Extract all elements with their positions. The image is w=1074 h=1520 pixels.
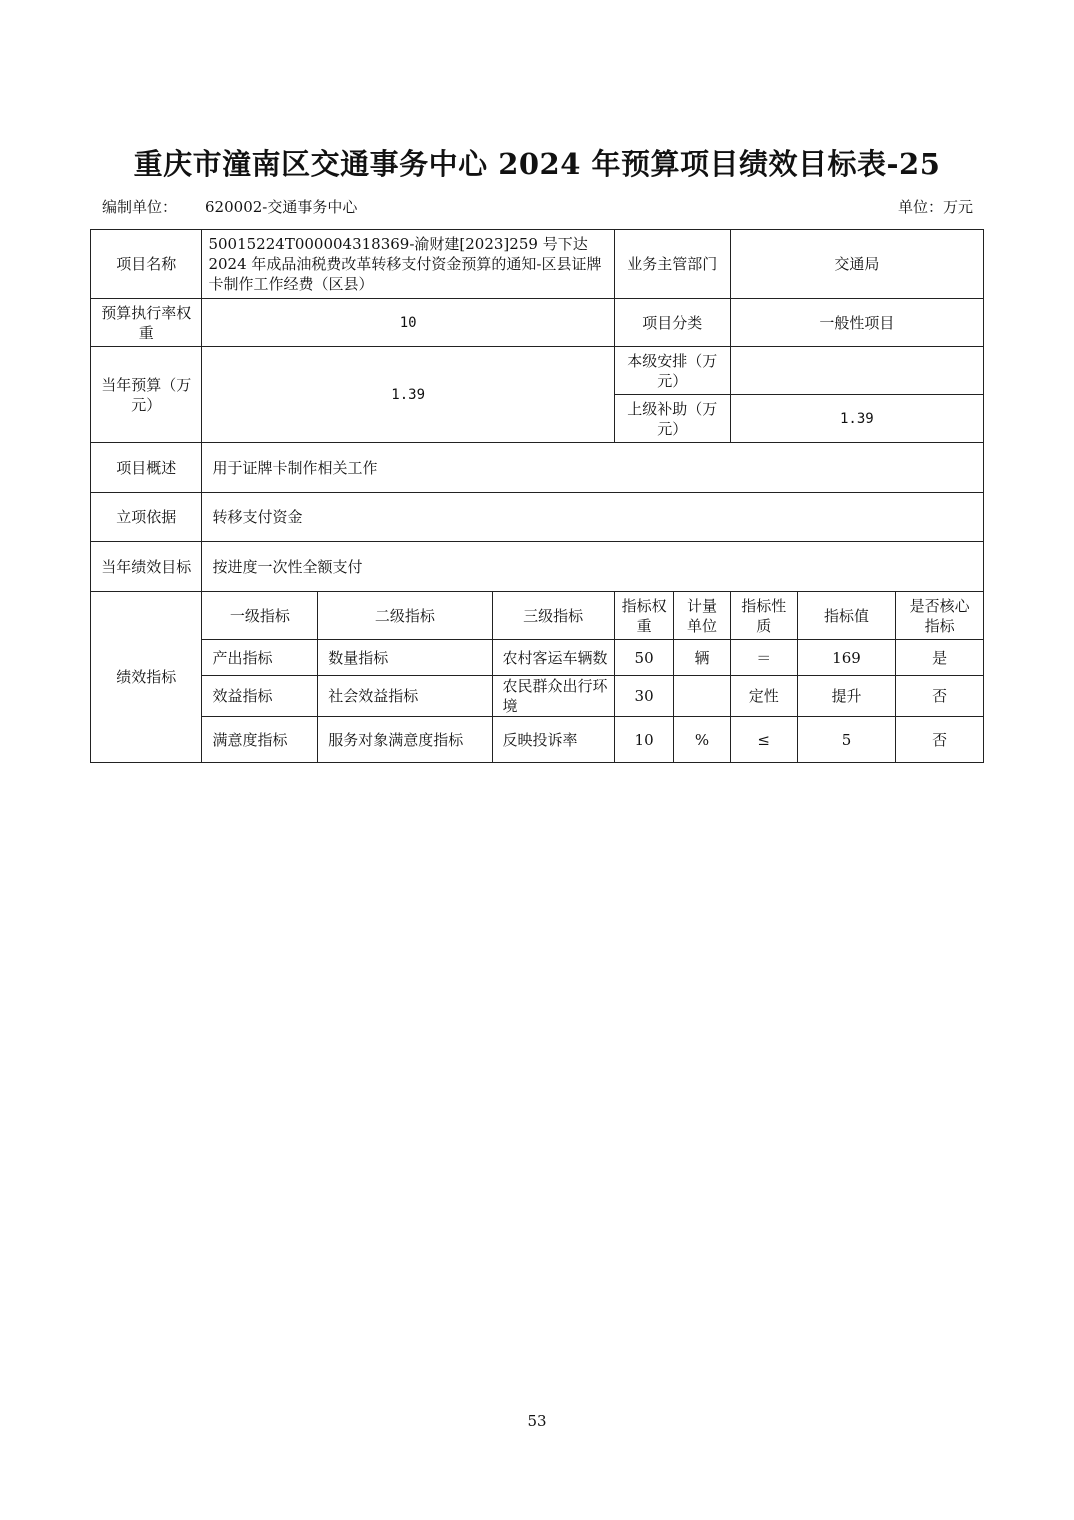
level3-cell: 农村客运车辆数 <box>492 640 614 676</box>
basis-label: 立项依据 <box>91 493 202 542</box>
level2-cell: 社会效益指标 <box>318 676 492 717</box>
dept-label: 业务主管部门 <box>614 230 730 299</box>
weight-label: 预算执行率权重 <box>91 299 202 347</box>
unit-cell: 辆 <box>674 640 730 676</box>
level2-cell: 数量指标 <box>318 640 492 676</box>
performance-table <box>90 229 984 763</box>
org-value: 620002-交通事务中心 <box>205 198 358 216</box>
header-level2: 二级指标 <box>318 592 492 640</box>
indicator-row <box>91 640 984 676</box>
page-number: 53 <box>527 1412 547 1430</box>
dept-value: 交通局 <box>730 230 983 299</box>
level3-cell: 反映投诉率 <box>492 717 614 763</box>
indicator-row <box>91 717 984 763</box>
local-label: 本级安排（万元） <box>614 347 730 395</box>
local-value <box>730 347 983 395</box>
nature-cell: ≤ <box>730 717 797 763</box>
unit-label: 单位：万元 <box>897 198 973 216</box>
weight-value: 10 <box>202 299 614 347</box>
page-title: 重庆市潼南区交通事务中心 2024 年预算项目绩效目标表-25 <box>133 147 941 181</box>
value-cell: 169 <box>797 640 895 676</box>
unit-cell <box>674 676 730 717</box>
level1-cell: 产出指标 <box>202 640 318 676</box>
org-label: 编制单位： <box>102 198 178 216</box>
value-cell: 提升 <box>797 676 895 717</box>
header-unit: 计量单位 <box>674 592 730 640</box>
goal-label: 当年绩效目标 <box>91 542 202 592</box>
core-cell: 否 <box>896 676 984 717</box>
goal-value: 按进度一次性全额支付 <box>202 542 984 592</box>
unit-cell: % <box>674 717 730 763</box>
nature-cell: 定性 <box>730 676 797 717</box>
overview-label: 项目概述 <box>91 443 202 493</box>
basis-value: 转移支付资金 <box>202 493 984 542</box>
category-label: 项目分类 <box>614 299 730 347</box>
level1-cell: 效益指标 <box>202 676 318 717</box>
weight-cell: 50 <box>614 640 674 676</box>
level2-cell: 服务对象满意度指标 <box>318 717 492 763</box>
header-level1: 一级指标 <box>202 592 318 640</box>
overview-value: 用于证牌卡制作相关工作 <box>202 443 984 493</box>
superior-label: 上级补助（万元） <box>614 395 730 443</box>
budget-value: 1.39 <box>202 347 614 443</box>
core-cell: 否 <box>896 717 984 763</box>
project-name-label: 项目名称 <box>91 230 202 299</box>
superior-value: 1.39 <box>730 395 983 443</box>
header-nature: 指标性质 <box>730 592 797 640</box>
header-value: 指标值 <box>797 592 895 640</box>
indicator-row <box>91 676 984 717</box>
header-level3: 三级指标 <box>492 592 614 640</box>
org-info <box>102 196 357 217</box>
level3-cell: 农民群众出行环境 <box>492 676 614 717</box>
weight-cell: 30 <box>614 676 674 717</box>
nature-cell: ＝ <box>730 640 797 676</box>
value-cell: 5 <box>797 717 895 763</box>
level1-cell: 满意度指标 <box>202 717 318 763</box>
header-weight: 指标权重 <box>614 592 674 640</box>
project-name-value: 50015224T000004318369-渝财建[2023]259 号下达 2024 年成品油税费改革转移支付资金预算的通知-区县证牌卡制作工作经费（区县） <box>202 230 614 299</box>
core-cell: 是 <box>896 640 984 676</box>
weight-cell: 10 <box>614 717 674 763</box>
indicators-label: 绩效指标 <box>91 592 202 763</box>
header-core: 是否核心指标 <box>896 592 984 640</box>
category-value: 一般性项目 <box>730 299 983 347</box>
budget-label: 当年预算（万元） <box>91 347 202 443</box>
